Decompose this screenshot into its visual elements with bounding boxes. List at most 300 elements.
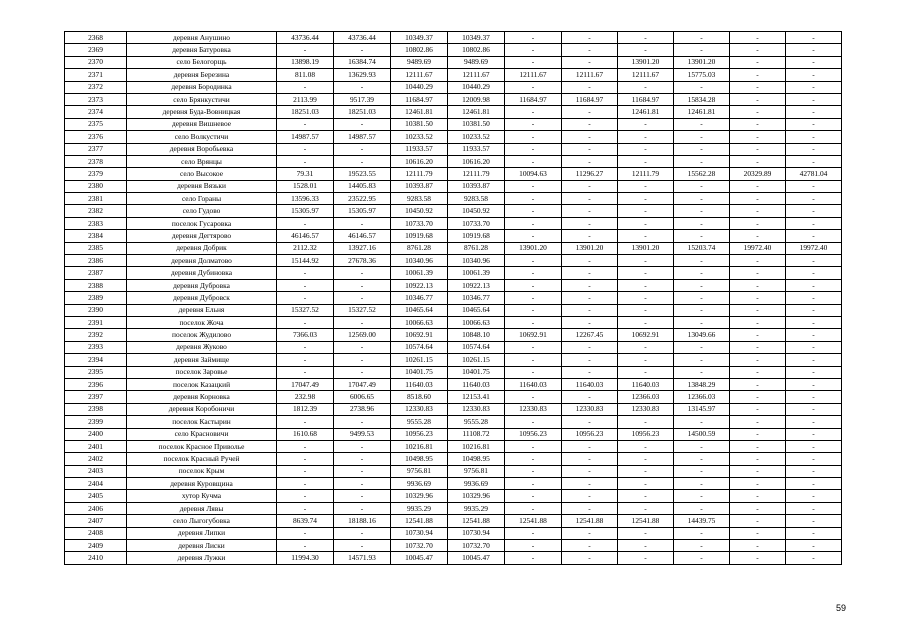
value-cell: - [334,478,391,490]
value-cell: - [334,118,391,130]
table-row [65,217,842,229]
value-cell: 13629.93 [334,69,391,81]
value-cell: 20329.89 [730,168,786,180]
settlement-name-cell: деревня Корновка [127,391,277,403]
value-cell: - [277,440,334,452]
value-cell: 11684.97 [505,93,562,105]
value-cell: 10261.15 [391,354,448,366]
value-cell: - [505,205,562,217]
value-cell: 10233.52 [448,131,505,143]
value-cell: 18188.16 [334,515,391,527]
value-cell: - [334,440,391,452]
settlement-name-cell: деревня Лявы [127,502,277,514]
table-row [65,180,842,192]
value-cell: - [505,193,562,205]
row-number-cell: 2387 [65,267,127,279]
table-row [65,428,842,440]
settlement-name-cell: село Врянцы [127,155,277,167]
settlement-name-cell: деревня Дубровка [127,279,277,291]
value-cell: - [674,292,730,304]
settlement-name-cell: село Волкустичи [127,131,277,143]
value-cell: 9555.28 [448,416,505,428]
value-cell: 46146.57 [277,230,334,242]
value-cell: - [505,106,562,118]
value-cell: - [730,106,786,118]
value-cell: - [277,527,334,539]
value-cell: 14571.93 [334,552,391,564]
value-cell: - [334,341,391,353]
value-cell: 12111.79 [618,168,674,180]
value-cell: 12111.67 [505,69,562,81]
value-cell: - [674,440,730,452]
table-row [65,465,842,477]
value-cell: - [277,465,334,477]
value-cell: - [786,552,842,564]
value-cell: - [334,155,391,167]
value-cell: 13049.66 [674,329,730,341]
value-cell: - [562,155,618,167]
value-cell: - [562,106,618,118]
value-cell: - [618,440,674,452]
value-cell: 10393.87 [448,180,505,192]
value-cell: - [562,217,618,229]
value-cell: - [786,93,842,105]
value-cell: - [674,453,730,465]
value-cell: 15327.52 [334,304,391,316]
value-cell: - [562,32,618,44]
value-cell: - [334,527,391,539]
value-cell: - [505,292,562,304]
value-cell: - [334,502,391,514]
settlement-name-cell: деревня Дегтярово [127,230,277,242]
row-number-cell: 2409 [65,540,127,552]
settlement-name-cell: поселок Жоча [127,316,277,328]
value-cell: - [786,193,842,205]
value-cell: - [730,131,786,143]
value-cell: 12111.67 [562,69,618,81]
value-cell: - [786,428,842,440]
value-cell: 10346.77 [391,292,448,304]
table-row [65,168,842,180]
value-cell: 13596.33 [277,193,334,205]
settlement-name-cell: деревня Батуровка [127,44,277,56]
value-cell: - [562,56,618,68]
value-cell: - [334,267,391,279]
value-cell: - [562,193,618,205]
value-cell: 11994.30 [277,552,334,564]
value-cell: 12111.67 [618,69,674,81]
row-number-cell: 2370 [65,56,127,68]
value-cell: - [730,44,786,56]
value-cell: 10329.96 [391,490,448,502]
value-cell: - [674,267,730,279]
value-cell: 10616.20 [391,155,448,167]
value-cell: - [786,205,842,217]
value-cell: 12461.81 [674,106,730,118]
value-cell: 14987.57 [334,131,391,143]
value-cell: - [562,81,618,93]
value-cell: - [505,316,562,328]
row-number-cell: 2372 [65,81,127,93]
value-cell: 11933.57 [448,143,505,155]
value-cell: - [674,118,730,130]
value-cell: - [786,106,842,118]
value-cell: - [618,366,674,378]
value-cell: 10450.92 [391,205,448,217]
value-cell: - [618,453,674,465]
value-cell: - [730,279,786,291]
value-cell: - [674,81,730,93]
value-cell: 10956.23 [505,428,562,440]
value-cell: - [618,205,674,217]
value-cell: - [730,32,786,44]
value-cell: - [674,193,730,205]
table-row [65,279,842,291]
value-cell: - [334,279,391,291]
value-cell: 12330.83 [562,403,618,415]
value-cell: - [730,515,786,527]
value-cell: - [786,515,842,527]
value-cell: - [674,143,730,155]
value-cell: 15327.52 [277,304,334,316]
table-row [65,354,842,366]
value-cell: - [618,255,674,267]
value-cell: - [277,478,334,490]
value-cell: - [674,44,730,56]
value-cell: - [730,354,786,366]
value-cell: 10061.39 [448,267,505,279]
value-cell: - [674,540,730,552]
value-cell: - [618,552,674,564]
value-cell: 15305.97 [277,205,334,217]
value-cell: 12009.98 [448,93,505,105]
value-cell: - [786,391,842,403]
value-cell: - [505,478,562,490]
value-cell: 11108.72 [448,428,505,440]
row-number-cell: 2368 [65,32,127,44]
settlement-name-cell: деревня Лужки [127,552,277,564]
value-cell: 14500.59 [674,428,730,440]
settlement-name-cell: поселок Кастырин [127,416,277,428]
value-cell: 1812.39 [277,403,334,415]
value-cell: - [618,341,674,353]
value-cell: 232.98 [277,391,334,403]
settlement-name-cell: село Высокое [127,168,277,180]
value-cell: - [618,81,674,93]
value-cell: - [786,316,842,328]
value-cell: - [730,465,786,477]
value-cell: - [334,416,391,428]
value-cell: - [730,193,786,205]
value-cell: 11640.03 [618,378,674,390]
table-row [65,378,842,390]
value-cell: - [562,131,618,143]
row-number-cell: 2400 [65,428,127,440]
value-cell: - [277,502,334,514]
value-cell: 10848.10 [448,329,505,341]
value-cell: 11684.97 [618,93,674,105]
value-cell: 10066.63 [391,316,448,328]
table-row [65,155,842,167]
value-cell: 10340.96 [391,255,448,267]
row-number-cell: 2376 [65,131,127,143]
value-cell: 13901.20 [562,242,618,254]
value-cell: - [730,316,786,328]
value-cell: - [730,81,786,93]
value-cell: - [334,366,391,378]
value-cell: - [618,131,674,143]
value-cell: - [786,440,842,452]
value-cell: - [562,255,618,267]
value-cell: - [786,81,842,93]
value-cell: 10216.81 [448,440,505,452]
table-row [65,440,842,452]
value-cell: - [562,230,618,242]
value-cell: 13901.20 [505,242,562,254]
value-cell: - [730,217,786,229]
settlement-name-cell: село Гудово [127,205,277,217]
value-cell: 10450.92 [448,205,505,217]
value-cell: - [562,354,618,366]
value-cell: - [505,552,562,564]
value-cell: - [505,440,562,452]
value-cell: - [730,453,786,465]
value-cell: 43736.44 [334,32,391,44]
value-cell: 19523.55 [334,168,391,180]
table-row [65,143,842,155]
value-cell: - [786,118,842,130]
row-number-cell: 2369 [65,44,127,56]
value-cell: 10956.23 [618,428,674,440]
table-row [65,193,842,205]
row-number-cell: 2396 [65,378,127,390]
value-cell: 10574.64 [391,341,448,353]
value-cell: - [277,118,334,130]
table-row [65,515,842,527]
value-cell: - [334,217,391,229]
row-number-cell: 2393 [65,341,127,353]
value-cell: - [505,230,562,242]
value-cell: - [730,478,786,490]
table-body [65,32,842,565]
value-cell: - [674,527,730,539]
value-cell: 12153.41 [448,391,505,403]
value-cell: 1528.01 [277,180,334,192]
value-cell: 10919.68 [448,230,505,242]
value-cell: 17047.49 [277,378,334,390]
value-cell: - [618,180,674,192]
value-cell: - [674,502,730,514]
value-cell: - [786,217,842,229]
value-cell: 8518.60 [391,391,448,403]
value-cell: - [618,540,674,552]
row-number-cell: 2395 [65,366,127,378]
table-row [65,242,842,254]
value-cell: - [277,292,334,304]
value-cell: - [786,255,842,267]
value-cell: 12366.03 [618,391,674,403]
settlement-name-cell: деревня Лиски [127,540,277,552]
value-cell: - [334,465,391,477]
value-cell: - [730,230,786,242]
row-number-cell: 2375 [65,118,127,130]
settlement-name-cell: деревня Анушино [127,32,277,44]
table-row [65,316,842,328]
value-cell: 12330.83 [505,403,562,415]
value-cell: - [562,366,618,378]
value-cell: - [730,180,786,192]
value-cell: 12330.83 [391,403,448,415]
value-cell: - [277,44,334,56]
value-cell: - [562,143,618,155]
row-number-cell: 2377 [65,143,127,155]
value-cell: - [562,552,618,564]
row-number-cell: 2389 [65,292,127,304]
value-cell: 8639.74 [277,515,334,527]
value-cell: - [505,180,562,192]
value-cell: 79.31 [277,168,334,180]
settlement-name-cell: деревня Займище [127,354,277,366]
value-cell: 42781.04 [786,168,842,180]
table-row [65,478,842,490]
settlement-name-cell: село Брянкустичи [127,93,277,105]
value-cell: 10802.86 [391,44,448,56]
value-cell: 9936.69 [448,478,505,490]
row-number-cell: 2383 [65,217,127,229]
value-cell: - [505,155,562,167]
value-cell: 12461.81 [448,106,505,118]
value-cell: 12541.88 [448,515,505,527]
value-cell: - [277,155,334,167]
value-cell: - [674,304,730,316]
value-cell: 2738.96 [334,403,391,415]
value-cell: 14987.57 [277,131,334,143]
value-cell: - [334,316,391,328]
value-cell: - [674,131,730,143]
value-cell: - [334,453,391,465]
value-cell: - [786,378,842,390]
value-cell: 9935.29 [448,502,505,514]
value-cell: - [334,540,391,552]
value-cell: 13898.19 [277,56,334,68]
value-cell: 10349.37 [391,32,448,44]
value-cell: - [562,316,618,328]
value-cell: 18251.03 [334,106,391,118]
value-cell: 11684.97 [391,93,448,105]
value-cell: - [674,552,730,564]
value-cell: - [334,143,391,155]
value-cell: - [786,453,842,465]
value-cell: 12111.67 [448,69,505,81]
value-cell: - [334,292,391,304]
value-cell: 12111.79 [448,168,505,180]
value-cell: - [674,217,730,229]
value-cell: - [786,502,842,514]
value-cell: - [730,378,786,390]
value-cell: - [786,279,842,291]
value-cell: 15305.97 [334,205,391,217]
value-cell: - [505,267,562,279]
value-cell: 15834.28 [674,93,730,105]
row-number-cell: 2378 [65,155,127,167]
row-number-cell: 2405 [65,490,127,502]
value-cell: 8761.28 [391,242,448,254]
value-cell: - [674,255,730,267]
settlement-name-cell: деревня Вишневое [127,118,277,130]
value-cell: - [786,540,842,552]
value-cell: - [618,490,674,502]
value-cell: - [277,267,334,279]
value-cell: 11640.03 [391,378,448,390]
settlement-name-cell: деревня Коробоничи [127,403,277,415]
value-cell: - [786,465,842,477]
value-cell: 10045.47 [391,552,448,564]
value-cell: 10733.70 [448,217,505,229]
value-cell: 10393.87 [391,180,448,192]
value-cell: - [562,44,618,56]
value-cell: - [786,527,842,539]
value-cell: - [730,267,786,279]
value-cell: - [562,118,618,130]
settlement-name-cell: село Лыгогубовка [127,515,277,527]
value-cell: 9756.81 [391,465,448,477]
row-number-cell: 2394 [65,354,127,366]
value-cell: - [786,69,842,81]
value-cell: - [618,279,674,291]
value-cell: 12461.81 [391,106,448,118]
value-cell: 10233.52 [391,131,448,143]
value-cell: 11640.03 [505,378,562,390]
value-cell: 10066.63 [448,316,505,328]
value-cell: - [277,81,334,93]
value-cell: - [277,217,334,229]
value-cell: 10498.95 [448,453,505,465]
value-cell: - [334,354,391,366]
row-number-cell: 2392 [65,329,127,341]
value-cell: 9283.58 [448,193,505,205]
value-cell: - [277,316,334,328]
value-cell: 19972.40 [786,242,842,254]
value-cell: - [786,292,842,304]
table-row [65,502,842,514]
settlement-name-cell: деревня Жуково [127,341,277,353]
value-cell: 13927.16 [334,242,391,254]
value-cell: - [562,527,618,539]
settlement-name-cell: деревня Долматово [127,255,277,267]
value-cell: 10692.91 [505,329,562,341]
value-cell: 13145.97 [674,403,730,415]
value-cell: 10956.23 [391,428,448,440]
value-cell: - [505,32,562,44]
value-cell: - [562,304,618,316]
value-cell: - [786,403,842,415]
value-cell: - [505,304,562,316]
value-cell: - [730,540,786,552]
value-cell: - [786,490,842,502]
table-row [65,329,842,341]
value-cell: 13901.20 [618,56,674,68]
value-cell: 10692.91 [618,329,674,341]
value-cell: - [277,341,334,353]
row-number-cell: 2401 [65,440,127,452]
value-cell: - [618,354,674,366]
value-cell: - [277,416,334,428]
value-cell: - [730,552,786,564]
value-cell: 10061.39 [391,267,448,279]
value-cell: - [277,490,334,502]
value-cell: 10401.75 [448,366,505,378]
value-cell: - [730,292,786,304]
